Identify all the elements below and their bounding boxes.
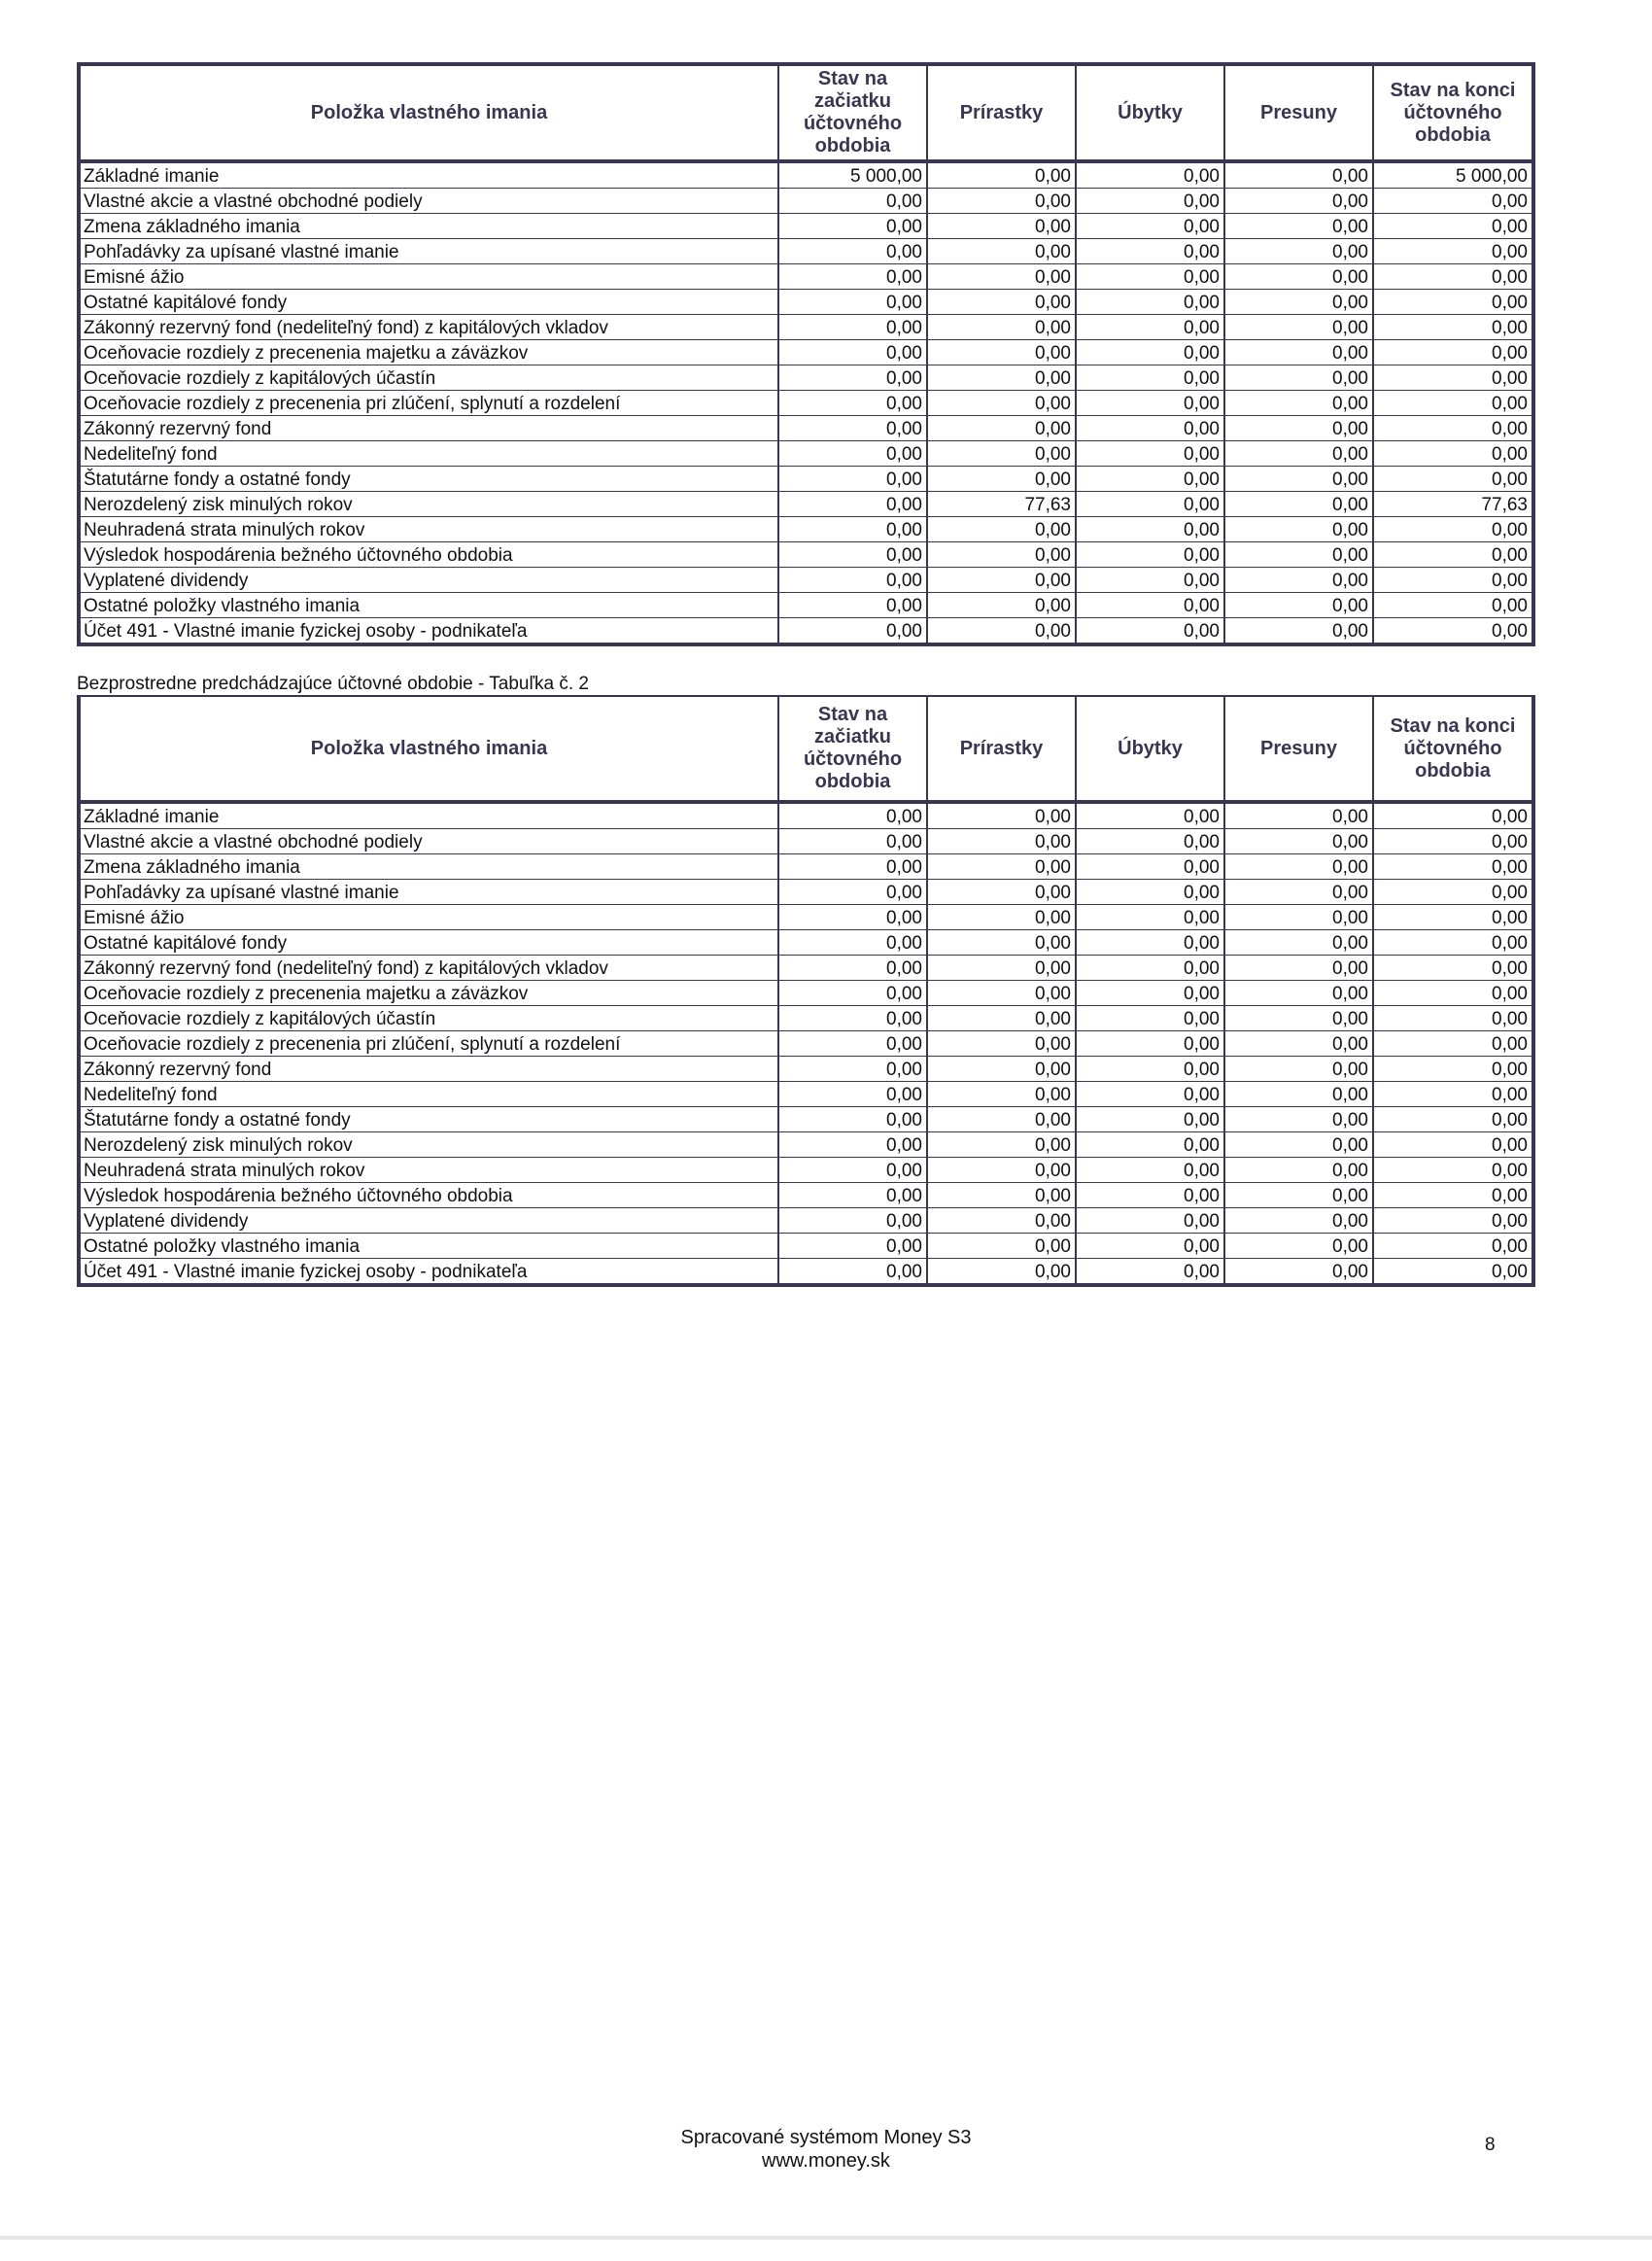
- table-row: [79, 854, 1533, 880]
- header-decreases: Úbytky: [1076, 696, 1224, 802]
- table-row: [79, 1132, 1533, 1158]
- decreases-cell: 0,00: [1076, 1234, 1224, 1259]
- additions-cell: 0,00: [927, 829, 1076, 854]
- end-balance-cell: 0,00: [1373, 1234, 1533, 1259]
- transfers-cell: 0,00: [1224, 1132, 1373, 1158]
- item-name-cell: Oceňovacie rozdiely z precenenia pri zlúčení, splynutí a rozdelení: [79, 391, 778, 416]
- start-balance-cell: 0,00: [778, 467, 927, 492]
- decreases-cell: 0,00: [1076, 905, 1224, 930]
- start-balance-cell: 0,00: [778, 239, 927, 264]
- header-item: Položka vlastného imania: [79, 696, 778, 802]
- item-name-cell: Neuhradená strata minulých rokov: [79, 517, 778, 542]
- transfers-cell: 0,00: [1224, 1259, 1373, 1286]
- item-name-cell: Účet 491 - Vlastné imanie fyzickej osoby - podnikateľa: [79, 1259, 778, 1286]
- end-balance-cell: 0,00: [1373, 1183, 1533, 1208]
- item-name-cell: Základné imanie: [79, 161, 778, 189]
- transfers-cell: 0,00: [1224, 189, 1373, 214]
- end-balance-cell: 0,00: [1373, 214, 1533, 239]
- end-balance-cell: 0,00: [1373, 189, 1533, 214]
- table-row: [79, 930, 1533, 956]
- additions-cell: 0,00: [927, 854, 1076, 880]
- start-balance-cell: 0,00: [778, 981, 927, 1006]
- end-balance-cell: 0,00: [1373, 441, 1533, 467]
- start-balance-cell: 0,00: [778, 365, 927, 391]
- equity-table-current: [77, 62, 1535, 646]
- start-balance-cell: 0,00: [778, 290, 927, 315]
- start-balance-cell: 0,00: [778, 1183, 927, 1208]
- start-balance-cell: 0,00: [778, 568, 927, 593]
- decreases-cell: 0,00: [1076, 214, 1224, 239]
- start-balance-cell: 0,00: [778, 492, 927, 517]
- end-balance-cell: 0,00: [1373, 1107, 1533, 1132]
- additions-cell: 0,00: [927, 1208, 1076, 1234]
- table2-caption: Bezprostredne predchádzajúce účtovné obdobie - Tabuľka č. 2: [77, 674, 589, 694]
- item-name-cell: Nerozdelený zisk minulých rokov: [79, 492, 778, 517]
- transfers-cell: 0,00: [1224, 1057, 1373, 1082]
- table-row: [79, 1234, 1533, 1259]
- start-balance-cell: 0,00: [778, 593, 927, 618]
- table-row: [79, 1183, 1533, 1208]
- transfers-cell: 0,00: [1224, 618, 1373, 645]
- table-row: [79, 1107, 1533, 1132]
- decreases-cell: 0,00: [1076, 1132, 1224, 1158]
- table-row: [79, 1208, 1533, 1234]
- additions-cell: 0,00: [927, 467, 1076, 492]
- table-row: [79, 1082, 1533, 1107]
- start-balance-cell: 0,00: [778, 802, 927, 829]
- start-balance-cell: 0,00: [778, 542, 927, 568]
- additions-cell: 0,00: [927, 1057, 1076, 1082]
- item-name-cell: Oceňovacie rozdiely z precenenia majetku a záväzkov: [79, 340, 778, 365]
- end-balance-cell: 5 000,00: [1373, 161, 1533, 189]
- start-balance-cell: 0,00: [778, 441, 927, 467]
- footer-website: www.money.sk: [762, 2150, 890, 2172]
- table-row: [79, 365, 1533, 391]
- table-row: [79, 829, 1533, 854]
- item-name-cell: Oceňovacie rozdiely z kapitálových účastín: [79, 365, 778, 391]
- decreases-cell: 0,00: [1076, 315, 1224, 340]
- additions-cell: 0,00: [927, 1234, 1076, 1259]
- additions-cell: 0,00: [927, 264, 1076, 290]
- start-balance-cell: 0,00: [778, 880, 927, 905]
- end-balance-cell: 77,63: [1373, 492, 1533, 517]
- start-balance-cell: 0,00: [778, 905, 927, 930]
- additions-cell: 0,00: [927, 290, 1076, 315]
- item-name-cell: Pohľadávky za upísané vlastné imanie: [79, 880, 778, 905]
- transfers-cell: 0,00: [1224, 239, 1373, 264]
- table-row: [79, 189, 1533, 214]
- transfers-cell: 0,00: [1224, 1183, 1373, 1208]
- additions-cell: 0,00: [927, 981, 1076, 1006]
- item-name-cell: Nedeliteľný fond: [79, 1082, 778, 1107]
- table-row: [79, 802, 1533, 829]
- transfers-cell: 0,00: [1224, 161, 1373, 189]
- item-name-cell: Zmena základného imania: [79, 214, 778, 239]
- transfers-cell: 0,00: [1224, 492, 1373, 517]
- header-additions: Prírastky: [927, 64, 1076, 161]
- additions-cell: 0,00: [927, 1031, 1076, 1057]
- additions-cell: 0,00: [927, 1107, 1076, 1132]
- item-name-cell: Vyplatené dividendy: [79, 568, 778, 593]
- table-row: [79, 441, 1533, 467]
- end-balance-cell: 0,00: [1373, 829, 1533, 854]
- start-balance-cell: 0,00: [778, 829, 927, 854]
- start-balance-cell: 0,00: [778, 1057, 927, 1082]
- item-name-cell: Štatutárne fondy a ostatné fondy: [79, 467, 778, 492]
- item-name-cell: Účet 491 - Vlastné imanie fyzickej osoby - podnikateľa: [79, 618, 778, 645]
- table-row: [79, 1158, 1533, 1183]
- footer-software: Spracované systémom Money S3: [680, 2127, 972, 2148]
- start-balance-cell: 0,00: [778, 854, 927, 880]
- table-row: [79, 905, 1533, 930]
- end-balance-cell: 0,00: [1373, 340, 1533, 365]
- start-balance-cell: 0,00: [778, 264, 927, 290]
- item-name-cell: Nedeliteľný fond: [79, 441, 778, 467]
- end-balance-cell: 0,00: [1373, 315, 1533, 340]
- table-row: [79, 517, 1533, 542]
- end-balance-cell: 0,00: [1373, 290, 1533, 315]
- end-balance-cell: 0,00: [1373, 618, 1533, 645]
- start-balance-cell: 0,00: [778, 1082, 927, 1107]
- decreases-cell: 0,00: [1076, 264, 1224, 290]
- additions-cell: 0,00: [927, 416, 1076, 441]
- decreases-cell: 0,00: [1076, 1259, 1224, 1286]
- transfers-cell: 0,00: [1224, 1158, 1373, 1183]
- item-name-cell: Zákonný rezervný fond: [79, 1057, 778, 1082]
- additions-cell: 0,00: [927, 1082, 1076, 1107]
- transfers-cell: 0,00: [1224, 340, 1373, 365]
- table-row: [79, 467, 1533, 492]
- decreases-cell: 0,00: [1076, 1158, 1224, 1183]
- item-name-cell: Ostatné položky vlastného imania: [79, 593, 778, 618]
- table-row: [79, 880, 1533, 905]
- additions-cell: 0,00: [927, 593, 1076, 618]
- item-name-cell: Zákonný rezervný fond (nedeliteľný fond) z kapitálových vkladov: [79, 315, 778, 340]
- end-balance-cell: 0,00: [1373, 981, 1533, 1006]
- decreases-cell: 0,00: [1076, 829, 1224, 854]
- additions-cell: 0,00: [927, 956, 1076, 981]
- transfers-cell: 0,00: [1224, 905, 1373, 930]
- additions-cell: 0,00: [927, 905, 1076, 930]
- additions-cell: 0,00: [927, 365, 1076, 391]
- end-balance-cell: 0,00: [1373, 880, 1533, 905]
- page-number: 8: [1485, 2135, 1496, 2155]
- additions-cell: 0,00: [927, 542, 1076, 568]
- header-end-balance: Stav na konci účtovného obdobia: [1373, 64, 1533, 161]
- end-balance-cell: 0,00: [1373, 1158, 1533, 1183]
- additions-cell: 0,00: [927, 340, 1076, 365]
- decreases-cell: 0,00: [1076, 981, 1224, 1006]
- start-balance-cell: 0,00: [778, 1031, 927, 1057]
- table-row: [79, 214, 1533, 239]
- decreases-cell: 0,00: [1076, 1107, 1224, 1132]
- end-balance-cell: 0,00: [1373, 568, 1533, 593]
- table-row: [79, 1057, 1533, 1082]
- decreases-cell: 0,00: [1076, 930, 1224, 956]
- end-balance-cell: 0,00: [1373, 1006, 1533, 1031]
- item-name-cell: Oceňovacie rozdiely z kapitálových účastín: [79, 1006, 778, 1031]
- transfers-cell: 0,00: [1224, 802, 1373, 829]
- footer: [0, 2126, 1652, 2173]
- item-name-cell: Oceňovacie rozdiely z precenenia pri zlúčení, splynutí a rozdelení: [79, 1031, 778, 1057]
- transfers-cell: 0,00: [1224, 1107, 1373, 1132]
- transfers-cell: 0,00: [1224, 391, 1373, 416]
- additions-cell: 0,00: [927, 441, 1076, 467]
- start-balance-cell: 0,00: [778, 214, 927, 239]
- decreases-cell: 0,00: [1076, 517, 1224, 542]
- end-balance-cell: 0,00: [1373, 391, 1533, 416]
- end-balance-cell: 0,00: [1373, 1057, 1533, 1082]
- start-balance-cell: 5 000,00: [778, 161, 927, 189]
- table-row: [79, 1259, 1533, 1286]
- decreases-cell: 0,00: [1076, 441, 1224, 467]
- table-row: [79, 618, 1533, 645]
- decreases-cell: 0,00: [1076, 618, 1224, 645]
- start-balance-cell: 0,00: [778, 315, 927, 340]
- decreases-cell: 0,00: [1076, 189, 1224, 214]
- additions-cell: 0,00: [927, 1132, 1076, 1158]
- additions-cell: 0,00: [927, 1183, 1076, 1208]
- table-row: [79, 416, 1533, 441]
- start-balance-cell: 0,00: [778, 1158, 927, 1183]
- table-row: [79, 981, 1533, 1006]
- end-balance-cell: 0,00: [1373, 854, 1533, 880]
- end-balance-cell: 0,00: [1373, 593, 1533, 618]
- item-name-cell: Základné imanie: [79, 802, 778, 829]
- table-row: [79, 315, 1533, 340]
- end-balance-cell: 0,00: [1373, 239, 1533, 264]
- decreases-cell: 0,00: [1076, 1208, 1224, 1234]
- additions-cell: 0,00: [927, 802, 1076, 829]
- table-body: [79, 161, 1533, 644]
- additions-cell: 0,00: [927, 1006, 1076, 1031]
- start-balance-cell: 0,00: [778, 618, 927, 645]
- end-balance-cell: 0,00: [1373, 1208, 1533, 1234]
- additions-cell: 0,00: [927, 880, 1076, 905]
- decreases-cell: 0,00: [1076, 467, 1224, 492]
- transfers-cell: 0,00: [1224, 542, 1373, 568]
- additions-cell: 0,00: [927, 618, 1076, 645]
- item-name-cell: Vlastné akcie a vlastné obchodné podiely: [79, 189, 778, 214]
- header-additions: Prírastky: [927, 696, 1076, 802]
- header-item: Položka vlastného imania: [79, 64, 778, 161]
- start-balance-cell: 0,00: [778, 340, 927, 365]
- transfers-cell: 0,00: [1224, 854, 1373, 880]
- start-balance-cell: 0,00: [778, 1259, 927, 1286]
- item-name-cell: Zákonný rezervný fond (nedeliteľný fond) z kapitálových vkladov: [79, 956, 778, 981]
- end-balance-cell: 0,00: [1373, 542, 1533, 568]
- header-transfers: Presuny: [1224, 696, 1373, 802]
- decreases-cell: 0,00: [1076, 854, 1224, 880]
- transfers-cell: 0,00: [1224, 981, 1373, 1006]
- end-balance-cell: 0,00: [1373, 905, 1533, 930]
- end-balance-cell: 0,00: [1373, 1031, 1533, 1057]
- item-name-cell: Vlastné akcie a vlastné obchodné podiely: [79, 829, 778, 854]
- table-row: [79, 290, 1533, 315]
- additions-cell: 0,00: [927, 189, 1076, 214]
- end-balance-cell: 0,00: [1373, 956, 1533, 981]
- end-balance-cell: 0,00: [1373, 1082, 1533, 1107]
- transfers-cell: 0,00: [1224, 1031, 1373, 1057]
- table-row: [79, 161, 1533, 189]
- transfers-cell: 0,00: [1224, 829, 1373, 854]
- table-header-row: [79, 64, 1533, 161]
- end-balance-cell: 0,00: [1373, 930, 1533, 956]
- item-name-cell: Ostatné položky vlastného imania: [79, 1234, 778, 1259]
- header-start-balance: Stav na začiatku účtovného obdobia: [778, 64, 927, 161]
- item-name-cell: Emisné ážio: [79, 264, 778, 290]
- start-balance-cell: 0,00: [778, 189, 927, 214]
- table-row: [79, 340, 1533, 365]
- table-row: [79, 492, 1533, 517]
- additions-cell: 0,00: [927, 930, 1076, 956]
- start-balance-cell: 0,00: [778, 930, 927, 956]
- decreases-cell: 0,00: [1076, 340, 1224, 365]
- transfers-cell: 0,00: [1224, 315, 1373, 340]
- decreases-cell: 0,00: [1076, 956, 1224, 981]
- transfers-cell: 0,00: [1224, 1234, 1373, 1259]
- item-name-cell: Neuhradená strata minulých rokov: [79, 1158, 778, 1183]
- additions-cell: 0,00: [927, 1158, 1076, 1183]
- decreases-cell: 0,00: [1076, 1057, 1224, 1082]
- end-balance-cell: 0,00: [1373, 802, 1533, 829]
- item-name-cell: Pohľadávky za upísané vlastné imanie: [79, 239, 778, 264]
- start-balance-cell: 0,00: [778, 391, 927, 416]
- table-body: [79, 802, 1533, 1285]
- start-balance-cell: 0,00: [778, 1107, 927, 1132]
- start-balance-cell: 0,00: [778, 1006, 927, 1031]
- decreases-cell: 0,00: [1076, 492, 1224, 517]
- start-balance-cell: 0,00: [778, 1234, 927, 1259]
- transfers-cell: 0,00: [1224, 264, 1373, 290]
- header-start-balance: Stav na začiatku účtovného obdobia: [778, 696, 927, 802]
- transfers-cell: 0,00: [1224, 930, 1373, 956]
- start-balance-cell: 0,00: [778, 1208, 927, 1234]
- end-balance-cell: 0,00: [1373, 416, 1533, 441]
- end-balance-cell: 0,00: [1373, 264, 1533, 290]
- item-name-cell: Zmena základného imania: [79, 854, 778, 880]
- end-balance-cell: 0,00: [1373, 517, 1533, 542]
- item-name-cell: Ostatné kapitálové fondy: [79, 290, 778, 315]
- item-name-cell: Vyplatené dividendy: [79, 1208, 778, 1234]
- item-name-cell: Výsledok hospodárenia bežného účtovného obdobia: [79, 1183, 778, 1208]
- transfers-cell: 0,00: [1224, 1208, 1373, 1234]
- item-name-cell: Emisné ážio: [79, 905, 778, 930]
- decreases-cell: 0,00: [1076, 1183, 1224, 1208]
- additions-cell: 0,00: [927, 214, 1076, 239]
- decreases-cell: 0,00: [1076, 239, 1224, 264]
- decreases-cell: 0,00: [1076, 391, 1224, 416]
- decreases-cell: 0,00: [1076, 161, 1224, 189]
- header-transfers: Presuny: [1224, 64, 1373, 161]
- transfers-cell: 0,00: [1224, 416, 1373, 441]
- decreases-cell: 0,00: [1076, 290, 1224, 315]
- table-row: [79, 239, 1533, 264]
- decreases-cell: 0,00: [1076, 593, 1224, 618]
- item-name-cell: Oceňovacie rozdiely z precenenia majetku a záväzkov: [79, 981, 778, 1006]
- table-row: [79, 593, 1533, 618]
- item-name-cell: Štatutárne fondy a ostatné fondy: [79, 1107, 778, 1132]
- decreases-cell: 0,00: [1076, 1031, 1224, 1057]
- transfers-cell: 0,00: [1224, 290, 1373, 315]
- table-header-row: [79, 696, 1533, 802]
- start-balance-cell: 0,00: [778, 416, 927, 441]
- additions-cell: 0,00: [927, 391, 1076, 416]
- equity-table-previous: [77, 695, 1535, 1287]
- table-row: [79, 1006, 1533, 1031]
- item-name-cell: Nerozdelený zisk minulých rokov: [79, 1132, 778, 1158]
- decreases-cell: 0,00: [1076, 416, 1224, 441]
- table-row: [79, 956, 1533, 981]
- transfers-cell: 0,00: [1224, 880, 1373, 905]
- item-name-cell: Zákonný rezervný fond: [79, 416, 778, 441]
- transfers-cell: 0,00: [1224, 365, 1373, 391]
- decreases-cell: 0,00: [1076, 1082, 1224, 1107]
- transfers-cell: 0,00: [1224, 1006, 1373, 1031]
- decreases-cell: 0,00: [1076, 1006, 1224, 1031]
- additions-cell: 0,00: [927, 568, 1076, 593]
- start-balance-cell: 0,00: [778, 956, 927, 981]
- additions-cell: 0,00: [927, 161, 1076, 189]
- transfers-cell: 0,00: [1224, 568, 1373, 593]
- scan-edge-line: [0, 2236, 1652, 2240]
- decreases-cell: 0,00: [1076, 880, 1224, 905]
- transfers-cell: 0,00: [1224, 1082, 1373, 1107]
- end-balance-cell: 0,00: [1373, 365, 1533, 391]
- start-balance-cell: 0,00: [778, 517, 927, 542]
- item-name-cell: Výsledok hospodárenia bežného účtovného obdobia: [79, 542, 778, 568]
- decreases-cell: 0,00: [1076, 802, 1224, 829]
- transfers-cell: 0,00: [1224, 441, 1373, 467]
- transfers-cell: 0,00: [1224, 956, 1373, 981]
- item-name-cell: Ostatné kapitálové fondy: [79, 930, 778, 956]
- table-row: [79, 568, 1533, 593]
- start-balance-cell: 0,00: [778, 1132, 927, 1158]
- additions-cell: 0,00: [927, 1259, 1076, 1286]
- end-balance-cell: 0,00: [1373, 1132, 1533, 1158]
- table-row: [79, 1031, 1533, 1057]
- additions-cell: 0,00: [927, 517, 1076, 542]
- additions-cell: 77,63: [927, 492, 1076, 517]
- end-balance-cell: 0,00: [1373, 467, 1533, 492]
- transfers-cell: 0,00: [1224, 467, 1373, 492]
- table-row: [79, 542, 1533, 568]
- additions-cell: 0,00: [927, 239, 1076, 264]
- decreases-cell: 0,00: [1076, 568, 1224, 593]
- decreases-cell: 0,00: [1076, 365, 1224, 391]
- transfers-cell: 0,00: [1224, 214, 1373, 239]
- table-row: [79, 264, 1533, 290]
- header-end-balance: Stav na konci účtovného obdobia: [1373, 696, 1533, 802]
- additions-cell: 0,00: [927, 315, 1076, 340]
- header-decreases: Úbytky: [1076, 64, 1224, 161]
- transfers-cell: 0,00: [1224, 517, 1373, 542]
- end-balance-cell: 0,00: [1373, 1259, 1533, 1286]
- transfers-cell: 0,00: [1224, 593, 1373, 618]
- table-row: [79, 391, 1533, 416]
- decreases-cell: 0,00: [1076, 542, 1224, 568]
